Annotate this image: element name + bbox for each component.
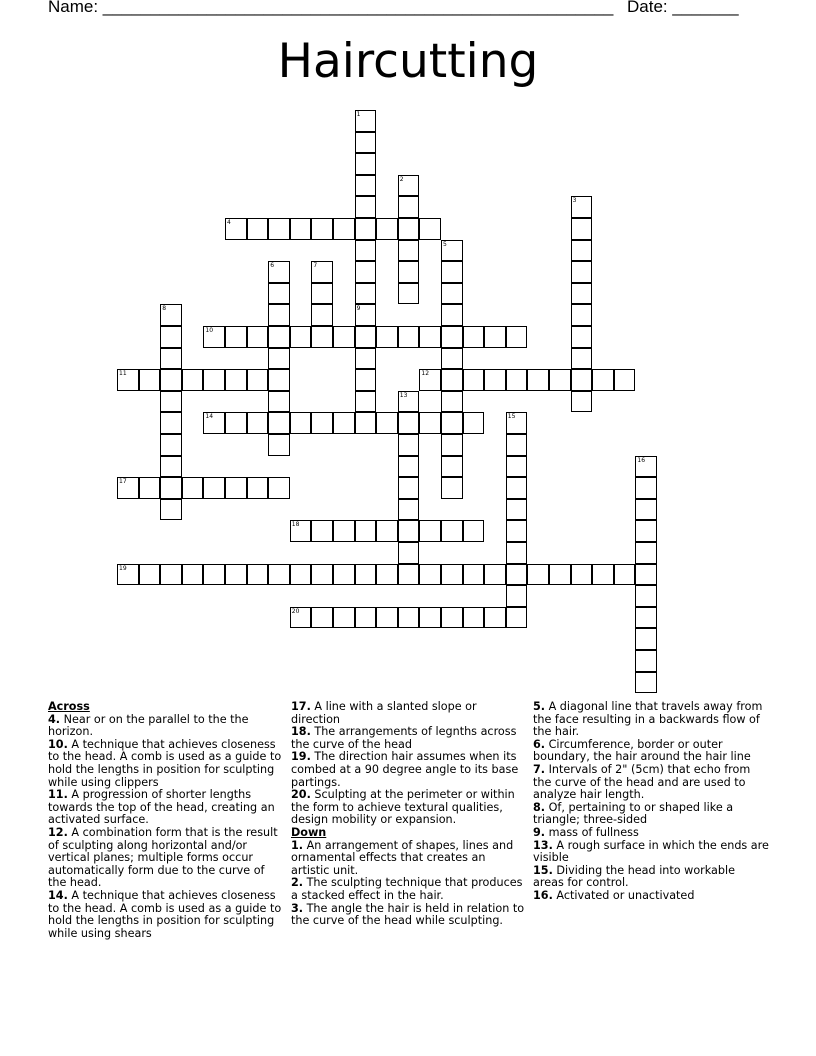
- grid-cell[interactable]: [441, 434, 463, 456]
- grid-cell[interactable]: [635, 607, 657, 629]
- grid-cell[interactable]: [182, 564, 204, 586]
- grid-cell[interactable]: [506, 564, 528, 586]
- grid-cell[interactable]: [398, 520, 420, 542]
- grid-cell[interactable]: [268, 218, 290, 240]
- grid-cell[interactable]: [635, 542, 657, 564]
- clue-text: Circumference, border or outer boundary, the hair around the hair line: [533, 737, 751, 764]
- grid-cell[interactable]: [268, 348, 290, 370]
- grid-cell[interactable]: [225, 326, 247, 348]
- clue-item: [48, 739, 284, 789]
- grid-cell[interactable]: [182, 369, 204, 391]
- grid-cell[interactable]: [117, 564, 139, 586]
- grid-cell[interactable]: [527, 564, 549, 586]
- grid-cell[interactable]: [355, 304, 377, 326]
- grid-cell[interactable]: [333, 520, 355, 542]
- grid-cell[interactable]: [441, 240, 463, 262]
- clue-number: 2.: [291, 876, 304, 890]
- clues-column-1: [48, 701, 284, 940]
- grid-cell[interactable]: [247, 412, 269, 434]
- grid-cell[interactable]: [268, 326, 290, 348]
- grid-cell[interactable]: [484, 369, 506, 391]
- grid-cell[interactable]: [203, 412, 225, 434]
- clue-number: 3.: [291, 901, 304, 915]
- grid-cell[interactable]: [441, 304, 463, 326]
- grid-cell[interactable]: [333, 412, 355, 434]
- grid-cell[interactable]: [268, 564, 290, 586]
- clue-number: 13.: [533, 838, 553, 852]
- grid-cell[interactable]: [571, 218, 593, 240]
- clue-text: A rough surface in which the ends are visible: [533, 838, 769, 865]
- grid-cell[interactable]: [635, 585, 657, 607]
- grid-cell[interactable]: [203, 564, 225, 586]
- grid-cell[interactable]: [419, 412, 441, 434]
- cell-number: 2: [399, 175, 404, 183]
- grid-cell[interactable]: [463, 326, 485, 348]
- clue-text: Sculpting at the perimeter or within the form to achieve textural qualities, design mobility or expansion.: [291, 788, 515, 827]
- cell-number: 19: [119, 564, 127, 572]
- grid-cell[interactable]: [398, 240, 420, 262]
- grid-cell[interactable]: [506, 456, 528, 478]
- grid-cell[interactable]: [441, 607, 463, 629]
- grid-cell[interactable]: [571, 348, 593, 370]
- grid-cell[interactable]: [506, 520, 528, 542]
- name-field-label[interactable]: Name: ______________________________________________________: [48, 0, 614, 16]
- grid-cell[interactable]: [506, 434, 528, 456]
- grid-cell[interactable]: [592, 369, 614, 391]
- grid-cell[interactable]: [311, 412, 333, 434]
- grid-cell[interactable]: [160, 391, 182, 413]
- grid-cell[interactable]: [592, 564, 614, 586]
- clue-number: 8.: [533, 800, 546, 814]
- clue-number: 5.: [533, 700, 546, 713]
- grid-cell[interactable]: [355, 391, 377, 413]
- grid-cell[interactable]: [247, 477, 269, 499]
- grid-cell[interactable]: [463, 607, 485, 629]
- grid-cell[interactable]: [203, 326, 225, 348]
- grid-cell[interactable]: [635, 499, 657, 521]
- grid-cell[interactable]: [355, 132, 377, 154]
- grid-cell[interactable]: [571, 240, 593, 262]
- grid-cell[interactable]: [419, 369, 441, 391]
- grid-cell[interactable]: [139, 369, 161, 391]
- cell-number: 7: [313, 262, 318, 270]
- grid-cell[interactable]: [441, 369, 463, 391]
- grid-cell[interactable]: [571, 196, 593, 218]
- clue-item: [291, 877, 527, 902]
- cell-number: 9: [356, 305, 361, 313]
- grid-cell[interactable]: [635, 672, 657, 694]
- cell-number: 1: [356, 111, 361, 118]
- grid-cell[interactable]: [355, 369, 377, 391]
- clue-text: mass of fullness: [545, 825, 639, 839]
- clue-text: The angle the hair is held in relation to the curve of the head while sculpting.: [291, 901, 525, 928]
- grid-cell[interactable]: [139, 477, 161, 499]
- grid-cell[interactable]: [160, 304, 182, 326]
- grid-cell[interactable]: [441, 520, 463, 542]
- grid-cell[interactable]: [506, 412, 528, 434]
- clue-item: [291, 903, 527, 928]
- grid-cell[interactable]: [398, 564, 420, 586]
- clue-item: [533, 764, 769, 802]
- grid-cell[interactable]: [571, 369, 593, 391]
- grid-cell[interactable]: [376, 564, 398, 586]
- clue-item: [291, 840, 527, 878]
- grid-cell[interactable]: [398, 261, 420, 283]
- grid-cell[interactable]: [355, 412, 377, 434]
- clue-number: 12.: [48, 825, 68, 839]
- grid-cell[interactable]: [398, 456, 420, 478]
- grid-cell[interactable]: [160, 456, 182, 478]
- grid-cell[interactable]: [311, 520, 333, 542]
- grid-cell[interactable]: [463, 564, 485, 586]
- grid-cell[interactable]: [355, 283, 377, 305]
- clue-item: [48, 827, 284, 890]
- cell-number: 17: [119, 478, 127, 486]
- grid-cell[interactable]: [571, 261, 593, 283]
- grid-cell[interactable]: [398, 326, 420, 348]
- clue-number: 10.: [48, 737, 68, 751]
- grid-cell[interactable]: [376, 520, 398, 542]
- clue-item: [533, 802, 769, 827]
- cell-number: 15: [507, 413, 516, 421]
- grid-cell[interactable]: [398, 196, 420, 218]
- clue-item: [291, 751, 527, 789]
- grid-cell[interactable]: [506, 542, 528, 564]
- grid-cell[interactable]: [117, 477, 139, 499]
- grid-cell[interactable]: [311, 326, 333, 348]
- grid-cell[interactable]: [355, 564, 377, 586]
- grid-cell[interactable]: [614, 369, 636, 391]
- cell-number: 10: [205, 327, 214, 334]
- clue-text: Of, pertaining to or shaped like a triangle; three-sided: [533, 800, 734, 827]
- grid-cell[interactable]: [182, 477, 204, 499]
- clue-item: [533, 739, 769, 764]
- grid-cell[interactable]: [441, 456, 463, 478]
- grid-cell[interactable]: [571, 326, 593, 348]
- cell-number: 13: [399, 391, 408, 399]
- grid-cell[interactable]: [203, 477, 225, 499]
- clue-item: [291, 789, 527, 827]
- grid-cell[interactable]: [268, 434, 290, 456]
- grid-cell[interactable]: [419, 520, 441, 542]
- clue-text: Near or on the parallel to the the horizon.: [48, 712, 249, 739]
- grid-cell[interactable]: [311, 261, 333, 283]
- grid-cell[interactable]: [290, 520, 312, 542]
- clue-item: [533, 865, 769, 890]
- clue-item: [48, 890, 284, 940]
- grid-cell[interactable]: [571, 283, 593, 305]
- grid-cell[interactable]: [635, 477, 657, 499]
- grid-cell[interactable]: [268, 369, 290, 391]
- grid-cell[interactable]: [268, 283, 290, 305]
- clue-number: 16.: [533, 888, 553, 902]
- grid-cell[interactable]: [506, 607, 528, 629]
- grid-cell[interactable]: [290, 607, 312, 629]
- across-heading: Across: [48, 700, 90, 713]
- grid-cell[interactable]: [506, 326, 528, 348]
- grid-cell[interactable]: [441, 283, 463, 305]
- grid-cell[interactable]: [247, 564, 269, 586]
- clue-text: A technique that achieves closeness to the head. A comb is used as a guide to hold the lengths in position for sculpting while using clippers: [48, 737, 282, 789]
- clue-text: A combination form that is the result of sculpting along horizontal and/or vertical planes; multiple forms occur automatically form due to the curve of the head.: [48, 825, 278, 890]
- grid-cell[interactable]: [527, 369, 549, 391]
- grid-cell[interactable]: [160, 499, 182, 521]
- grid-cell[interactable]: [571, 564, 593, 586]
- clue-text: A progression of shorter lengths towards the top of the head, creating an activated surface.: [48, 788, 275, 827]
- grid-cell[interactable]: [311, 283, 333, 305]
- grid-cell[interactable]: [355, 110, 377, 132]
- cell-number: 6: [270, 262, 275, 270]
- grid-cell[interactable]: [635, 650, 657, 672]
- clues-column-3: [533, 701, 769, 903]
- grid-cell[interactable]: [398, 412, 420, 434]
- cell-number: 14: [205, 413, 214, 421]
- grid-cell[interactable]: [398, 391, 420, 413]
- grid-cell[interactable]: [506, 585, 528, 607]
- clue-number: 17.: [291, 700, 311, 713]
- clue-number: 9.: [533, 825, 546, 839]
- clue-number: 14.: [48, 888, 68, 902]
- grid-cell[interactable]: [635, 456, 657, 478]
- grid-cell[interactable]: [355, 520, 377, 542]
- clue-text: Dividing the head into workable areas for control.: [533, 863, 736, 890]
- grid-cell[interactable]: [160, 412, 182, 434]
- grid-cell[interactable]: [225, 369, 247, 391]
- clue-number: 15.: [533, 863, 553, 877]
- grid-cell[interactable]: [139, 564, 161, 586]
- grid-cell[interactable]: [571, 391, 593, 413]
- grid-cell[interactable]: [355, 218, 377, 240]
- grid-cell[interactable]: [463, 369, 485, 391]
- grid-cell[interactable]: [160, 348, 182, 370]
- grid-cell[interactable]: [247, 326, 269, 348]
- clue-item: [48, 789, 284, 827]
- clue-item: [291, 701, 527, 726]
- clues-column-2: [291, 701, 527, 928]
- grid-cell[interactable]: [311, 607, 333, 629]
- clue-text: The direction hair assumes when its combed at a 90 degree angle to its base partings.: [291, 750, 519, 789]
- clue-item: [291, 726, 527, 751]
- down-heading: Down: [291, 825, 327, 839]
- grid-cell[interactable]: [549, 564, 571, 586]
- grid-cell[interactable]: [635, 628, 657, 650]
- grid-cell[interactable]: [333, 564, 355, 586]
- grid-cell[interactable]: [355, 240, 377, 262]
- grid-cell[interactable]: [398, 218, 420, 240]
- grid-cell[interactable]: [160, 434, 182, 456]
- grid-cell[interactable]: [484, 326, 506, 348]
- clue-text: A line with a slanted slope or direction: [291, 700, 477, 726]
- grid-cell[interactable]: [355, 261, 377, 283]
- clue-number: 4.: [48, 712, 61, 726]
- grid-cell[interactable]: [398, 542, 420, 564]
- cell-number: 3: [572, 197, 577, 205]
- grid-cell[interactable]: [290, 326, 312, 348]
- grid-cell[interactable]: [441, 564, 463, 586]
- grid-cell[interactable]: [160, 477, 182, 499]
- cell-number: 8: [162, 305, 167, 313]
- grid-cell[interactable]: [268, 391, 290, 413]
- grid-cell[interactable]: [355, 175, 377, 197]
- grid-cell[interactable]: [441, 326, 463, 348]
- grid-cell[interactable]: [355, 607, 377, 629]
- grid-cell[interactable]: [268, 304, 290, 326]
- clue-text: Activated or unactivated: [552, 888, 695, 902]
- grid-cell[interactable]: [398, 175, 420, 197]
- clue-item: [533, 890, 769, 903]
- grid-cell[interactable]: [484, 564, 506, 586]
- grid-cell[interactable]: [635, 520, 657, 542]
- cell-number: 18: [291, 521, 300, 529]
- grid-cell[interactable]: [398, 477, 420, 499]
- grid-cell[interactable]: [355, 153, 377, 175]
- grid-cell[interactable]: [398, 499, 420, 521]
- cell-number: 16: [637, 456, 646, 464]
- clue-text: The arrangements of legnths across the curve of the head: [291, 725, 517, 751]
- grid-cell[interactable]: [355, 196, 377, 218]
- grid-cell[interactable]: [506, 499, 528, 521]
- grid-cell[interactable]: [441, 412, 463, 434]
- grid-cell[interactable]: [290, 412, 312, 434]
- grid-cell[interactable]: [635, 564, 657, 586]
- grid-cell[interactable]: [398, 283, 420, 305]
- grid-cell[interactable]: [355, 326, 377, 348]
- grid-cell[interactable]: [441, 391, 463, 413]
- grid-cell[interactable]: [549, 369, 571, 391]
- clue-text: The sculpting technique that produces a stacked effect in the hair.: [291, 876, 523, 902]
- grid-cell[interactable]: [441, 477, 463, 499]
- grid-cell[interactable]: [333, 607, 355, 629]
- grid-cell[interactable]: [376, 326, 398, 348]
- cell-number: 4: [227, 219, 231, 226]
- grid-cell[interactable]: [247, 218, 269, 240]
- grid-cell[interactable]: [419, 218, 441, 240]
- grid-cell[interactable]: [419, 326, 441, 348]
- grid-cell[interactable]: [225, 477, 247, 499]
- date-field-label[interactable]: Date: _______: [627, 0, 739, 16]
- cell-number: 20: [291, 607, 300, 615]
- grid-cell[interactable]: [160, 564, 182, 586]
- grid-cell[interactable]: [376, 218, 398, 240]
- clue-text: An arrangement of shapes, lines and ornamental effects that creates an artistic unit.: [291, 838, 514, 877]
- grid-cell[interactable]: [376, 607, 398, 629]
- grid-cell[interactable]: [290, 218, 312, 240]
- grid-cell[interactable]: [398, 434, 420, 456]
- clue-text: Intervals of 2" (5cm) that echo from the curve of the head and are used to analyze hair length.: [533, 762, 751, 802]
- clue-item: [533, 840, 769, 865]
- grid-cell[interactable]: [268, 477, 290, 499]
- cell-number: 12: [421, 370, 430, 378]
- grid-cell[interactable]: [247, 369, 269, 391]
- grid-cell[interactable]: [419, 607, 441, 629]
- grid-cell[interactable]: [506, 477, 528, 499]
- clue-number: 18.: [291, 725, 311, 739]
- clue-number: 7.: [533, 762, 546, 776]
- grid-cell[interactable]: [463, 520, 485, 542]
- grid-cell[interactable]: [398, 607, 420, 629]
- grid-cell[interactable]: [290, 564, 312, 586]
- grid-cell[interactable]: [268, 261, 290, 283]
- grid-cell[interactable]: [117, 369, 139, 391]
- grid-cell[interactable]: [268, 412, 290, 434]
- grid-cell[interactable]: [160, 326, 182, 348]
- cell-number: 11: [119, 370, 127, 378]
- grid-cell[interactable]: [311, 564, 333, 586]
- grid-cell[interactable]: [311, 304, 333, 326]
- clue-number: 20.: [291, 788, 311, 802]
- grid-cell[interactable]: [333, 326, 355, 348]
- grid-cell[interactable]: [376, 412, 398, 434]
- cell-number: 5: [443, 240, 447, 248]
- grid-cell[interactable]: [419, 564, 441, 586]
- grid-cell[interactable]: [463, 412, 485, 434]
- grid-cell[interactable]: [225, 412, 247, 434]
- grid-cell[interactable]: [571, 304, 593, 326]
- grid-cell[interactable]: [225, 218, 247, 240]
- puzzle-title: Haircutting: [277, 34, 539, 89]
- clue-number: 11.: [48, 788, 68, 802]
- grid-cell[interactable]: [333, 218, 355, 240]
- grid-cell[interactable]: [506, 369, 528, 391]
- clue-text: A technique that achieves closeness to the head. A comb is used as a guide to hold the lengths in position for sculpting while using shears: [48, 888, 282, 940]
- grid-cell[interactable]: [441, 261, 463, 283]
- grid-cell[interactable]: [311, 218, 333, 240]
- grid-cell[interactable]: [355, 348, 377, 370]
- clue-number: 19.: [291, 750, 311, 764]
- clue-text: A diagonal line that travels away from the face resulting in a backwards flow of the hair.: [533, 700, 763, 739]
- clue-item: [48, 714, 284, 739]
- clue-item: [533, 701, 769, 739]
- grid-cell[interactable]: [225, 564, 247, 586]
- grid-cell[interactable]: [160, 369, 182, 391]
- grid-cell[interactable]: [441, 348, 463, 370]
- clue-number: 1.: [291, 838, 304, 852]
- clue-number: 6.: [533, 737, 546, 751]
- grid-cell[interactable]: [614, 564, 636, 586]
- grid-cell[interactable]: [203, 369, 225, 391]
- grid-cell[interactable]: [484, 607, 506, 629]
